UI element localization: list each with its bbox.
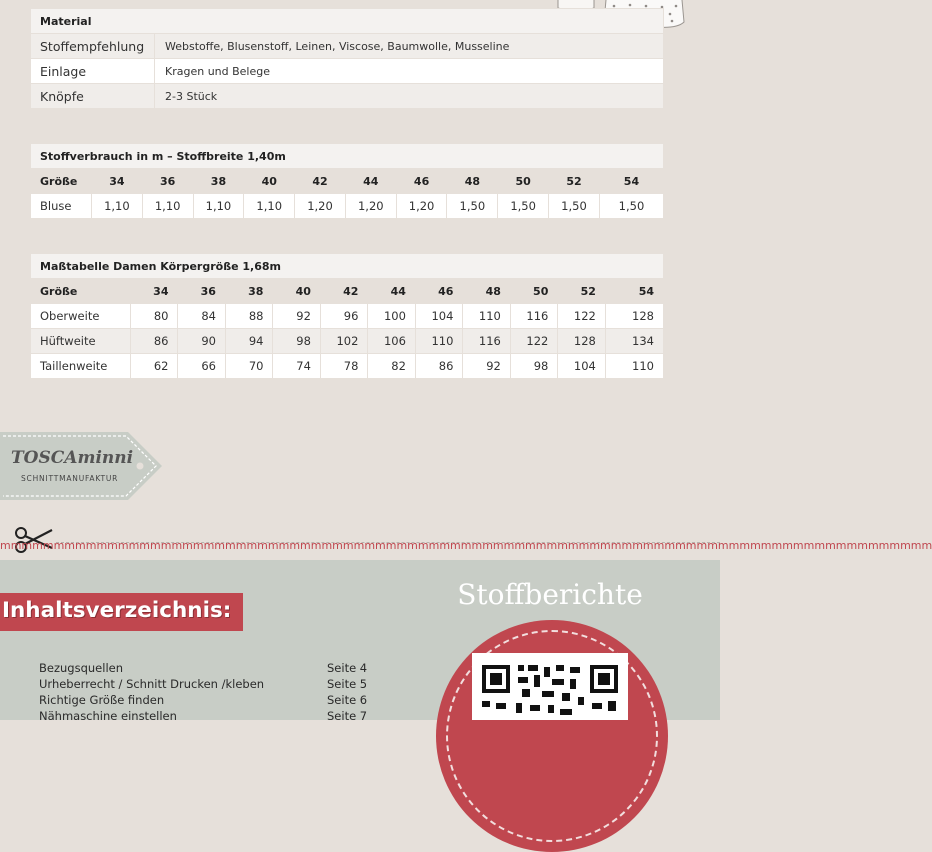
measurement-cell: 110	[605, 354, 663, 379]
toc-item-label: Bezugsquellen	[39, 661, 123, 675]
measurement-cell: 92	[463, 354, 510, 379]
consumption-cell: 1,50	[447, 194, 498, 219]
size-header-cell: 42	[295, 169, 346, 194]
material-label: Stoffempfehlung	[31, 34, 155, 59]
size-header-cell: 54	[599, 169, 663, 194]
size-header-cell: 34	[131, 279, 178, 304]
size-header-cell: 40	[244, 169, 295, 194]
stoffberichte-title: Stoffberichte	[457, 578, 643, 611]
toc-item[interactable]	[39, 677, 379, 693]
row-label: Hüftweite	[31, 329, 131, 354]
measurement-cell: 62	[131, 354, 178, 379]
measurement-cell: 106	[368, 329, 415, 354]
table-row	[31, 354, 664, 379]
size-header-cell: 46	[415, 279, 462, 304]
toc-item-page: Seite 7	[327, 709, 368, 723]
measurement-cell: 98	[510, 354, 557, 379]
measurement-cell: 66	[178, 354, 225, 379]
size-header-cell: 54	[605, 279, 663, 304]
measurement-cell: 98	[273, 329, 320, 354]
toc-item[interactable]	[39, 693, 379, 709]
measurement-cell: 104	[415, 304, 462, 329]
measurement-cell: 104	[558, 354, 606, 379]
measurement-cell: 134	[605, 329, 663, 354]
measurement-cell: 86	[131, 329, 178, 354]
measurement-cell: 110	[415, 329, 462, 354]
size-header-cell: 42	[320, 279, 367, 304]
toc-item-label: Urheberrecht / Schnitt Drucken /kleben	[39, 677, 265, 691]
size-header-cell: 38	[225, 279, 272, 304]
size-header-cell: 40	[273, 279, 320, 304]
fabric-consumption-table	[30, 143, 664, 219]
measurement-cell: 100	[368, 304, 415, 329]
size-header-cell: 48	[447, 169, 498, 194]
toc-item-page: Seite 4	[327, 661, 368, 675]
size-header-cell: 44	[345, 169, 396, 194]
material-value: Kragen und Belege	[155, 59, 664, 84]
consumption-cell: 1,10	[142, 194, 193, 219]
material-value: Webstoffe, Blusenstoff, Leinen, Viscose, Baumwolle, Musseline	[155, 34, 664, 59]
size-header-cell: 52	[558, 279, 606, 304]
size-header-cell: 36	[142, 169, 193, 194]
measurement-cell: 70	[225, 354, 272, 379]
toc-item-label: Richtige Größe finden	[39, 693, 165, 707]
consumption-cell: 1,10	[244, 194, 295, 219]
consumption-cell: 1,20	[396, 194, 447, 219]
measurement-title: Maßtabelle Damen Körpergröße 1,68m	[31, 254, 664, 279]
measurement-cell: 128	[558, 329, 606, 354]
consumption-title: Stoffverbrauch in m – Stoffbreite 1,40m	[31, 144, 664, 169]
size-header-label: Größe	[31, 169, 92, 194]
size-header-cell: 50	[510, 279, 557, 304]
measurement-cell: 116	[510, 304, 557, 329]
size-header-cell: 46	[396, 169, 447, 194]
table-row	[31, 304, 664, 329]
consumption-cell: 1,50	[549, 194, 600, 219]
material-label: Knöpfe	[31, 84, 155, 109]
measurement-cell: 82	[368, 354, 415, 379]
measurement-cell: 88	[225, 304, 272, 329]
measurement-cell: 80	[131, 304, 178, 329]
measurement-cell: 94	[225, 329, 272, 354]
size-header-cell: 36	[178, 279, 225, 304]
size-header-cell: 44	[368, 279, 415, 304]
toc-title: Inhaltsverzeichnis:	[0, 593, 243, 631]
measurement-cell: 102	[320, 329, 367, 354]
consumption-cell: 1,10	[193, 194, 244, 219]
measurement-table	[30, 253, 664, 379]
measurement-cell: 116	[463, 329, 510, 354]
toc-item[interactable]	[39, 661, 379, 677]
measurement-cell: 122	[558, 304, 606, 329]
consumption-cell: 1,20	[345, 194, 396, 219]
size-header-label: Größe	[31, 279, 131, 304]
measurement-cell: 96	[320, 304, 367, 329]
row-label: Bluse	[31, 194, 92, 219]
material-table	[30, 8, 664, 109]
measurement-cell: 110	[463, 304, 510, 329]
material-value: 2-3 Stück	[155, 84, 664, 109]
measurement-cell: 78	[320, 354, 367, 379]
measurement-cell: 92	[273, 304, 320, 329]
toc-item-page: Seite 6	[327, 693, 368, 707]
size-header-cell: 34	[92, 169, 143, 194]
consumption-cell: 1,10	[92, 194, 143, 219]
measurement-cell: 86	[415, 354, 462, 379]
measurement-cell: 122	[510, 329, 557, 354]
row-label: Oberweite	[31, 304, 131, 329]
row-label: Taillenweite	[31, 354, 131, 379]
material-title: Material	[31, 9, 664, 34]
table-row	[31, 329, 664, 354]
toc-item-page: Seite 5	[327, 677, 368, 691]
toc-item[interactable]	[39, 709, 379, 725]
consumption-cell: 1,50	[498, 194, 549, 219]
brand-logo-name: TOSCAminni	[11, 448, 134, 468]
measurement-cell: 128	[605, 304, 663, 329]
toc-item-label: Nähmaschine einstellen	[39, 709, 177, 723]
measurement-cell: 84	[178, 304, 225, 329]
measurement-cell: 90	[178, 329, 225, 354]
stitch-border: mmmmmmmmmmmmmmmmmmmmmmmmmmmmmmmmmmmmmmmmmmmmmmmmmmmmmmmmmmmmmmmmmmmmmmmmmmmmmmmmmmmmmmm	[0, 539, 932, 552]
size-header-cell: 50	[498, 169, 549, 194]
size-header-cell: 52	[549, 169, 600, 194]
consumption-cell: 1,50	[599, 194, 663, 219]
brand-logo-subtitle: SCHNITTMANUFAKTUR	[21, 474, 119, 483]
consumption-cell: 1,20	[295, 194, 346, 219]
material-label: Einlage	[31, 59, 155, 84]
qr-code-icon[interactable]	[472, 653, 628, 720]
size-header-cell: 38	[193, 169, 244, 194]
measurement-cell: 74	[273, 354, 320, 379]
size-header-cell: 48	[463, 279, 510, 304]
